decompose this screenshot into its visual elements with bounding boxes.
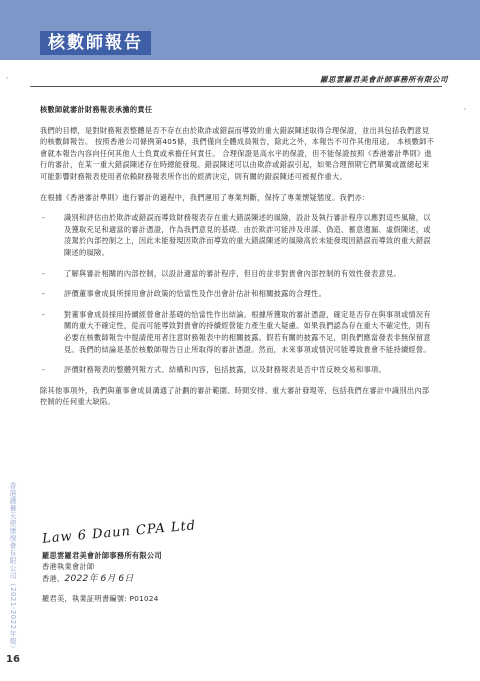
decorative-dot: [464, 108, 466, 110]
report-date: 香港，2022年 6月 6日: [42, 573, 134, 584]
dash-bullet: -: [42, 309, 45, 319]
handwritten-signature: Law 6 Daun CPA Ltd: [41, 518, 197, 547]
dash-bullet: -: [42, 268, 45, 278]
firm-type: 香港執業會計師: [42, 562, 95, 572]
decorative-dot: [6, 77, 8, 79]
paragraph-objective: 我們的目標，是對財務報表整體是否不存在由於欺詐或錯誤而導致的重大錯誤陳述取得合理保證，並出具包括我們意見的核數師報告。 按照香港公司條例第405條，我們僅向全體成員報告，除此之外，本報告不可作其他用途。 本核數師不會就本報告內容向任何其他人士負責或承擔任何責任。 合理保證是高水平的保證，但不能保證按照《香港審計準則》進行的審計，在某一重大錯誤陳述存在時總能發現。錯誤陳述可以由欺詐或錯誤引起，如果合理預期它們單獨或滙總起來可能影響財務報表使用者依賴財務報表所作出的經濟決定，則有關的錯誤陳述可被視作重大。: [40, 125, 435, 181]
report-body: [40, 104, 436, 417]
dash-bullet: -: [42, 289, 45, 299]
list-item: - 評價董事會成員所採用會計政策的恰當性及作出會計估計和相關披露的合理性。: [42, 289, 327, 299]
paragraph-judgement: 在根據《香港審計準則》進行審計的過程中，我們運用了專業判斷，保持了專業懷疑態度。我們亦：: [40, 192, 370, 202]
firm-name-header: 羅思雲羅君美會計師事務所有限公司: [320, 75, 448, 84]
dash-bullet: -: [42, 213, 45, 223]
signature-block: [42, 550, 162, 585]
list-item: - 評價財務報表的整體列報方式、結構和內容，包括披露，以及財務報表是否中肯反映交易和事項。: [42, 365, 386, 375]
section-heading: 核數師就審計財務報表承擔的責任: [40, 105, 153, 114]
list-item: - 對董事會成員採用持續經營會計基礎的恰當性作出結論。根據所獲取的審計憑證，確定是否存在與事項或情況有關的重大不確定性，從而可能導致對貴會的持續經營能力產生重大疑慮。如果我們認為存在重大不確定性，則有必要在核數師報告中提請使用者注意財務報表中的相關披露。假若有關的披露不足，則我們應當發表非無保留意見。我們的結論是基於核數師報告日止所取得的審計憑證。然而，未來事項或情況可能導致貴會不能持續經營。: [42, 309, 431, 354]
header-divider: [30, 86, 442, 87]
responsibility-list: [40, 212, 436, 376]
side-annual-report-label: 香港護養天使康復會有限公司（2021-2022年報）: [9, 482, 17, 653]
page-number: 16: [6, 654, 20, 665]
list-item: - 了解與審計相關的內部控制，以設計適當的審計程序，但目的並非對貴會內部控制的有效性發表意見。: [42, 268, 401, 278]
signing-firm-name: 羅思雲羅君美會計師事務所有限公司: [42, 551, 162, 560]
list-item: - 識別和評估由於欺詐或錯誤而導致財務報表存在重大錯誤陳述的風險，設計及執行審計程序以應對這些風險，以及獲取充足和適當的審計憑證，作為我們意見的基礎。由於欺詐可能涉及串謀、偽造、蓄意遺漏、虛假陳述，或凌駕於內部控制之上，因此未能發現因欺詐而導致的重大錯誤陳述的風險高於未能發現因錯誤而導致的重大錯誤陳述的風險。: [42, 213, 431, 257]
page-title: 核數師報告: [40, 31, 151, 55]
dash-bullet: -: [42, 365, 45, 375]
paragraph-closing: 除其他事項外，我們與董事會成員溝通了計劃的審計範圍、時間安排、重大審計發現等，包括我們在審計中識別出內部控制的任何重大缺陷。: [40, 385, 430, 407]
practising-certificate: 羅君美，執業証明書編號: P01024: [42, 594, 159, 603]
